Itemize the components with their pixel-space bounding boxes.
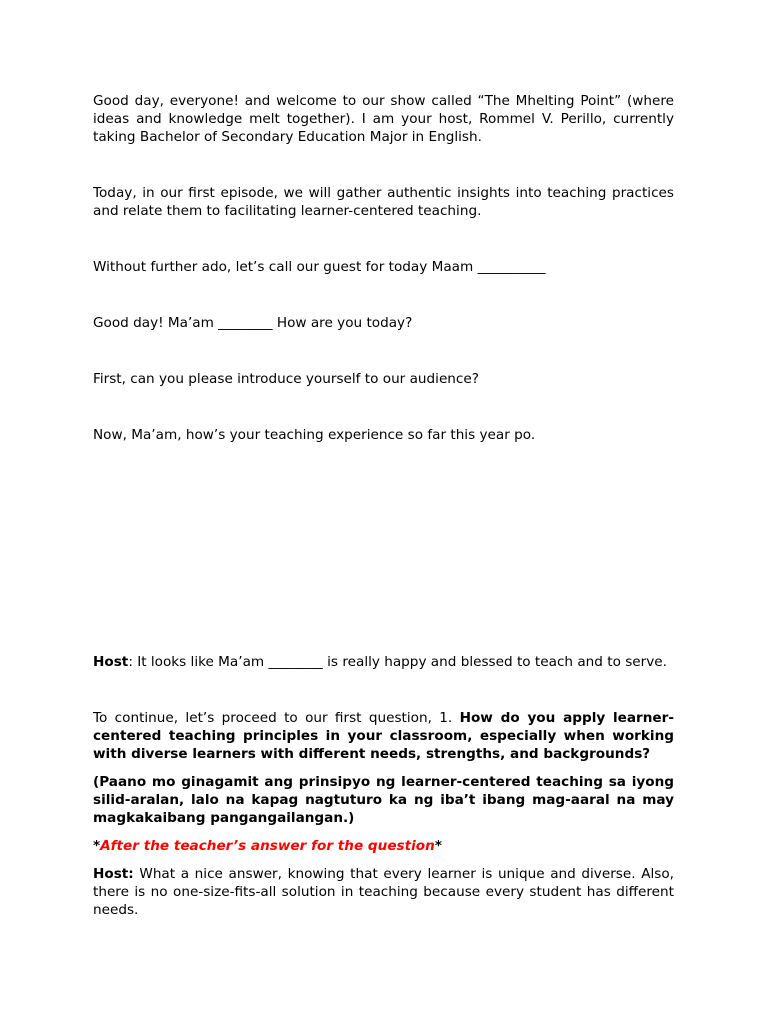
stage-note-text: After the teacher’s answer for the question <box>100 838 435 854</box>
stage-note-star-close: * <box>434 838 442 854</box>
question-1-paragraph <box>93 709 674 763</box>
host-reply-2-paragraph <box>93 865 674 919</box>
stage-note-paragraph <box>93 837 674 855</box>
host-reply-paragraph <box>93 653 674 671</box>
question-1-lead: To continue, let’s proceed to our first question, 1. <box>93 710 460 726</box>
question-1-tagalog-paragraph: (Paano mo ginagamit ang prinsipyo ng learner-centered teaching sa iyong silid-aralan, lalo na kapag nagtuturo ka ng iba’t ibang mag-aaral na may magkakaibang pangangailangan.) <box>93 774 674 826</box>
host-speaker-label: Host <box>93 654 129 670</box>
intro-paragraph: Good day, everyone! and welcome to our show called “The Mhelting Point” (where ideas and knowledge melt together). I am your host, Rommel V. Perillo, currently taking Bachelor of Secondary Education Major in English. <box>93 93 674 145</box>
greeting-paragraph: Good day! Ma’am ________ How are you today? <box>93 315 413 331</box>
stage-note-star-open: * <box>93 838 101 854</box>
document-page <box>93 92 674 919</box>
experience-paragraph: Now, Ma’am, how’s your teaching experience so far this year po. <box>93 427 536 443</box>
episode-paragraph: Today, in our first episode, we will gather authentic insights into teaching practices and relate them to facilitating learner-centered teaching. <box>93 185 674 219</box>
call-guest-paragraph: Without further ado, let’s call our guest for today Maam __________ <box>93 259 546 275</box>
introduce-paragraph: First, can you please introduce yourself to our audience? <box>93 371 479 387</box>
host-2-speaker-label: Host: <box>93 866 134 882</box>
host-reply-text: : It looks like Ma’am ________ is really happy and blessed to teach and to serve. <box>128 654 667 670</box>
host-reply-2-text: What a nice answer, knowing that every learner is unique and diverse. Also, there is no one-size-fits-all solution in teaching because every student has different needs. <box>93 866 674 918</box>
question-1-text: How do you apply learner-centered teaching principles in your classroom, especially when working with diverse learners with different needs, strengths, and backgrounds? <box>93 710 674 762</box>
